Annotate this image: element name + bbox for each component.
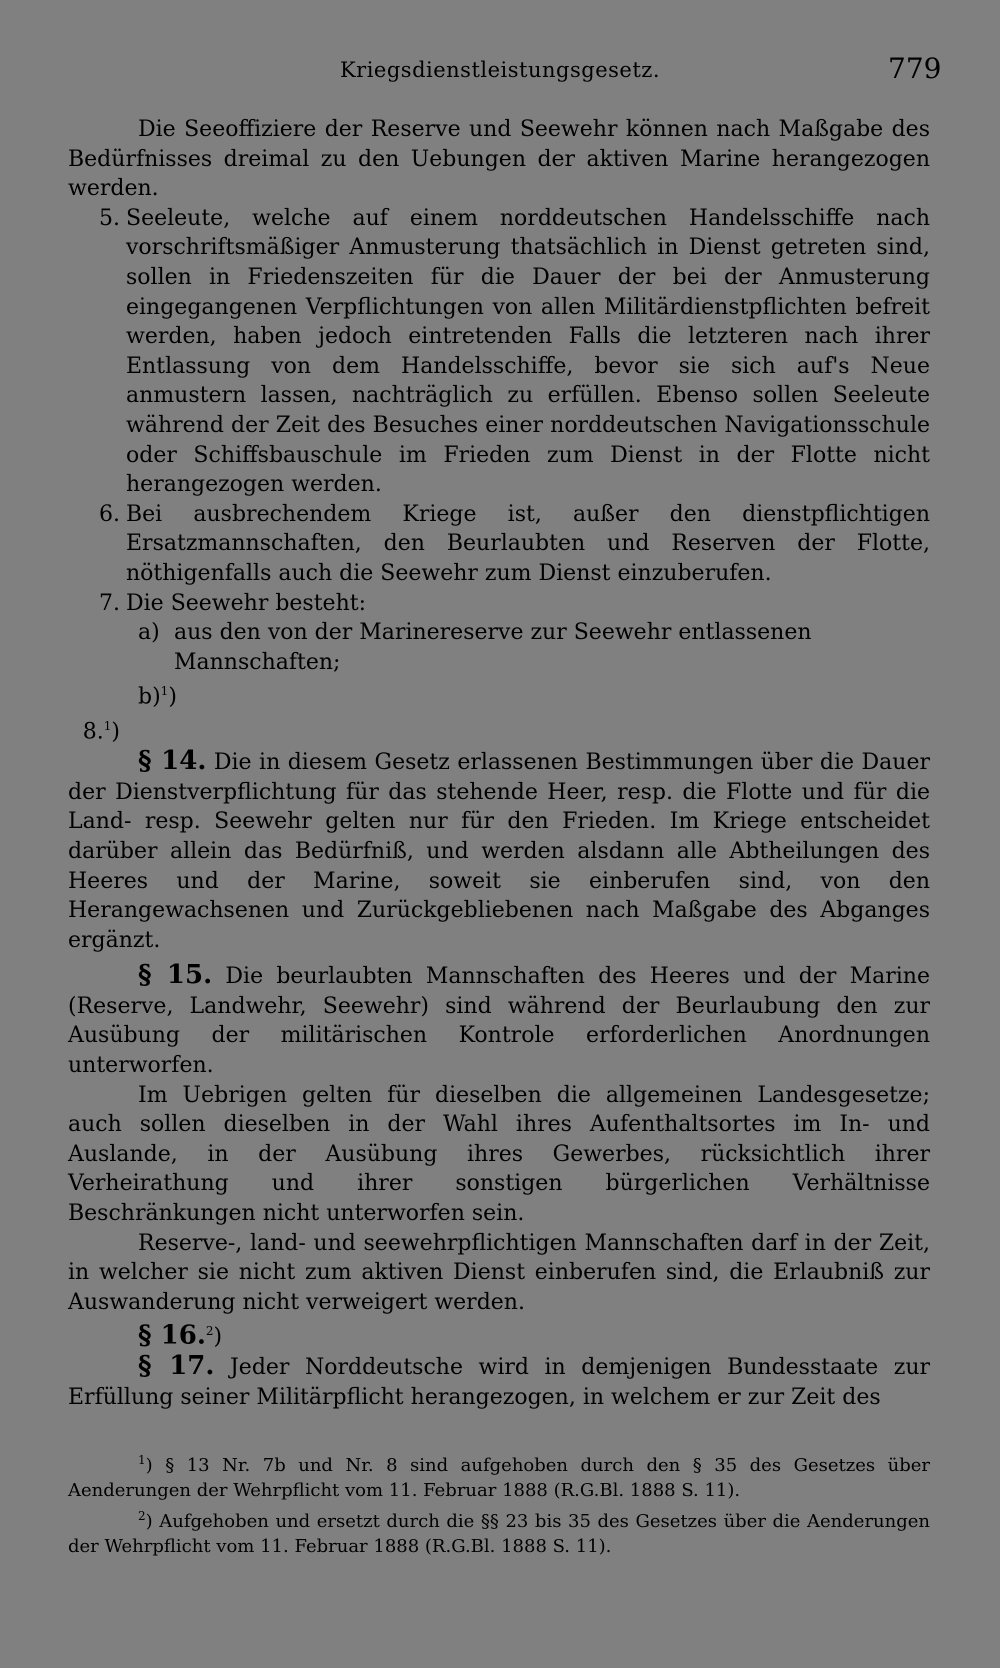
- footnote-text: Aufgehoben und ersetzt durch die §§ 23 bis 35 des Gesetzes über die Aenderungen der Wehrpflicht vom 11. Februar 1888 (R.G.Bl. 1888 S. 11).: [68, 1510, 931, 1558]
- footnote: $^1$) § 13 Nr. 7b und Nr. 8 sind aufgehoben durch den § 35 des Gesetzes über Aenderungen der Wehrpflicht vom 11. Februar 1888 (R.G.Bl. 1888 S. 11).: [68, 1453, 931, 1502]
- list-item: 8.$^1$): [82, 719, 120, 745]
- section-sign: § 14.: [138, 746, 207, 777]
- section-text: Die beurlaubten Mannschaften des Heeres und der Marine (Reserve, Landwehr, Seewehr) sind während der Beurlaubung den zur Ausübung der militärischen Kontrole erforderlichen Anordnungen unterworfen.: [68, 964, 930, 1079]
- footnote-ref[interactable]: 1: [103, 719, 112, 734]
- section-15: [68, 961, 930, 1080]
- item-number: 6.: [99, 501, 120, 527]
- sub-item-b: b)$^1$): [138, 684, 177, 710]
- section-sign: § 15.: [138, 960, 213, 991]
- item-number: 8.: [82, 719, 104, 745]
- item-text: Die Seewehr besteht:: [126, 590, 367, 616]
- section-15-paragraph-3: Reserve-, land- und seewehrpflichtigen Mannschaften darf in der Zeit, in welcher sie nicht zum aktiven Dienst einberufen sind, die Erlaubniß zur Auswanderung nicht verweigert werden.: [68, 1230, 930, 1315]
- footnote-ref[interactable]: 1: [160, 684, 169, 699]
- footnote-mark: 2: [138, 1508, 146, 1523]
- section-14: [68, 747, 930, 955]
- section-15-paragraph-2: Im Uebrigen gelten für dieselben die allgemeinen Landesgesetze; auch sollen dieselben in der Wahl ihres Aufenthaltsortes im In- und Auslande, in der Ausübung ihres Gewerbes, rücksichtlich ihrer Verheirathung und ihrer sonstigen bürgerlichen Verhältnisse Beschränkungen nicht unterworfen sein.: [68, 1082, 930, 1227]
- section-17: [68, 1352, 930, 1412]
- list-item: [68, 204, 930, 500]
- footnote-text: § 13 Nr. 7b und Nr. 8 sind aufgehoben durch den § 35 des Gesetzes über Aenderungen der Wehrpflicht vom 11. Februar 1888 (R.G.Bl. 1888 S. 11).: [68, 1455, 931, 1502]
- page-number: 779: [888, 52, 942, 85]
- intro-paragraph: Die Seeoffiziere der Reserve und Seewehr können nach Maßgabe des Bedürfnisses dreimal zu den Uebungen der aktiven Marine herangezogen werden.: [68, 117, 930, 202]
- sub-item-a: [138, 618, 930, 677]
- sub-item-text: aus den von der Marinereserve zur Seewehr entlassenen Mannschaften;: [174, 620, 812, 675]
- sub-item-letter: b): [138, 684, 161, 710]
- footnote: $^2$) Aufgehoben und ersetzt durch die §§ 23 bis 35 des Gesetzes über die Aenderungen der Wehrpflicht vom 11. Februar 1888 (R.G.Bl. 1888 S. 11).: [68, 1508, 931, 1558]
- item-number: 5.: [99, 205, 120, 231]
- item-text: Bei ausbrechendem Kriege ist, außer den dienstpflichtigen Ersatzmannschaften, den Beurlaubten und Reserven der Flotte, nöthigenfalls auch die Seewehr zum Dienst einzuberufen.: [126, 501, 930, 586]
- list-item: [68, 589, 930, 619]
- item-number: 7.: [99, 590, 120, 616]
- footnote-mark: 1: [138, 1453, 146, 1467]
- section-sign: § 16.: [138, 1320, 206, 1351]
- body-text: [68, 115, 930, 1413]
- footnote-ref[interactable]: 2: [205, 1324, 214, 1339]
- item-text: Seeleute, welche auf einem norddeutschen Handelsschiffe nach vorschriftsmäßiger Anmusterung thatsächlich in Dienst getreten sind, sollen in Friedenszeiten für die Dauer der bei der Anmusterung eingegangenen Verpflichtungen von allen Militärdienstpflichten befreit werden, haben jedoch eintretenden Falls die letzteren nach ihrer Entlassung von dem Handelsschiffe, bevor sie sich auf's Neue anmustern lassen, nachträglich zu erfüllen. Ebenso sollen Seeleute während der Zeit des Besuches einer norddeutschen Navigationsschule oder Schiffsbauschule im Frieden zum Dienst in der Flotte nicht herangezogen werden.: [126, 205, 930, 498]
- running-title: Kriegsdienstleistungsgesetz.: [339, 58, 661, 82]
- section-sign: § 17.: [138, 1351, 215, 1382]
- list-item: [68, 500, 930, 589]
- section-text: Jeder Norddeutsche wird in demjenigen Bundesstaate zur Erfüllung seiner Militärpflicht herangezogen, in welchem er zur Zeit des: [68, 1355, 931, 1410]
- section-16: § 16.$^2$): [138, 1320, 223, 1351]
- footnotes: [68, 1448, 930, 1560]
- section-text: Die in diesem Gesetz erlassenen Bestimmungen über die Dauer der Dienstverpflichtung für das stehende Heer, resp. die Flotte und für die Land- resp. Seewehr gelten nur für den Frieden. Im Kriege entscheidet darüber allein das Bedürfniß, und werden alsdann alle Abtheilungen des Heeres und der Marine, soweit sie einberufen sind, von den Herangewachsenen und Zurückgebliebenen nach Maßgabe des Abganges ergänzt.: [68, 750, 930, 953]
- sub-item-letter: a): [138, 620, 160, 646]
